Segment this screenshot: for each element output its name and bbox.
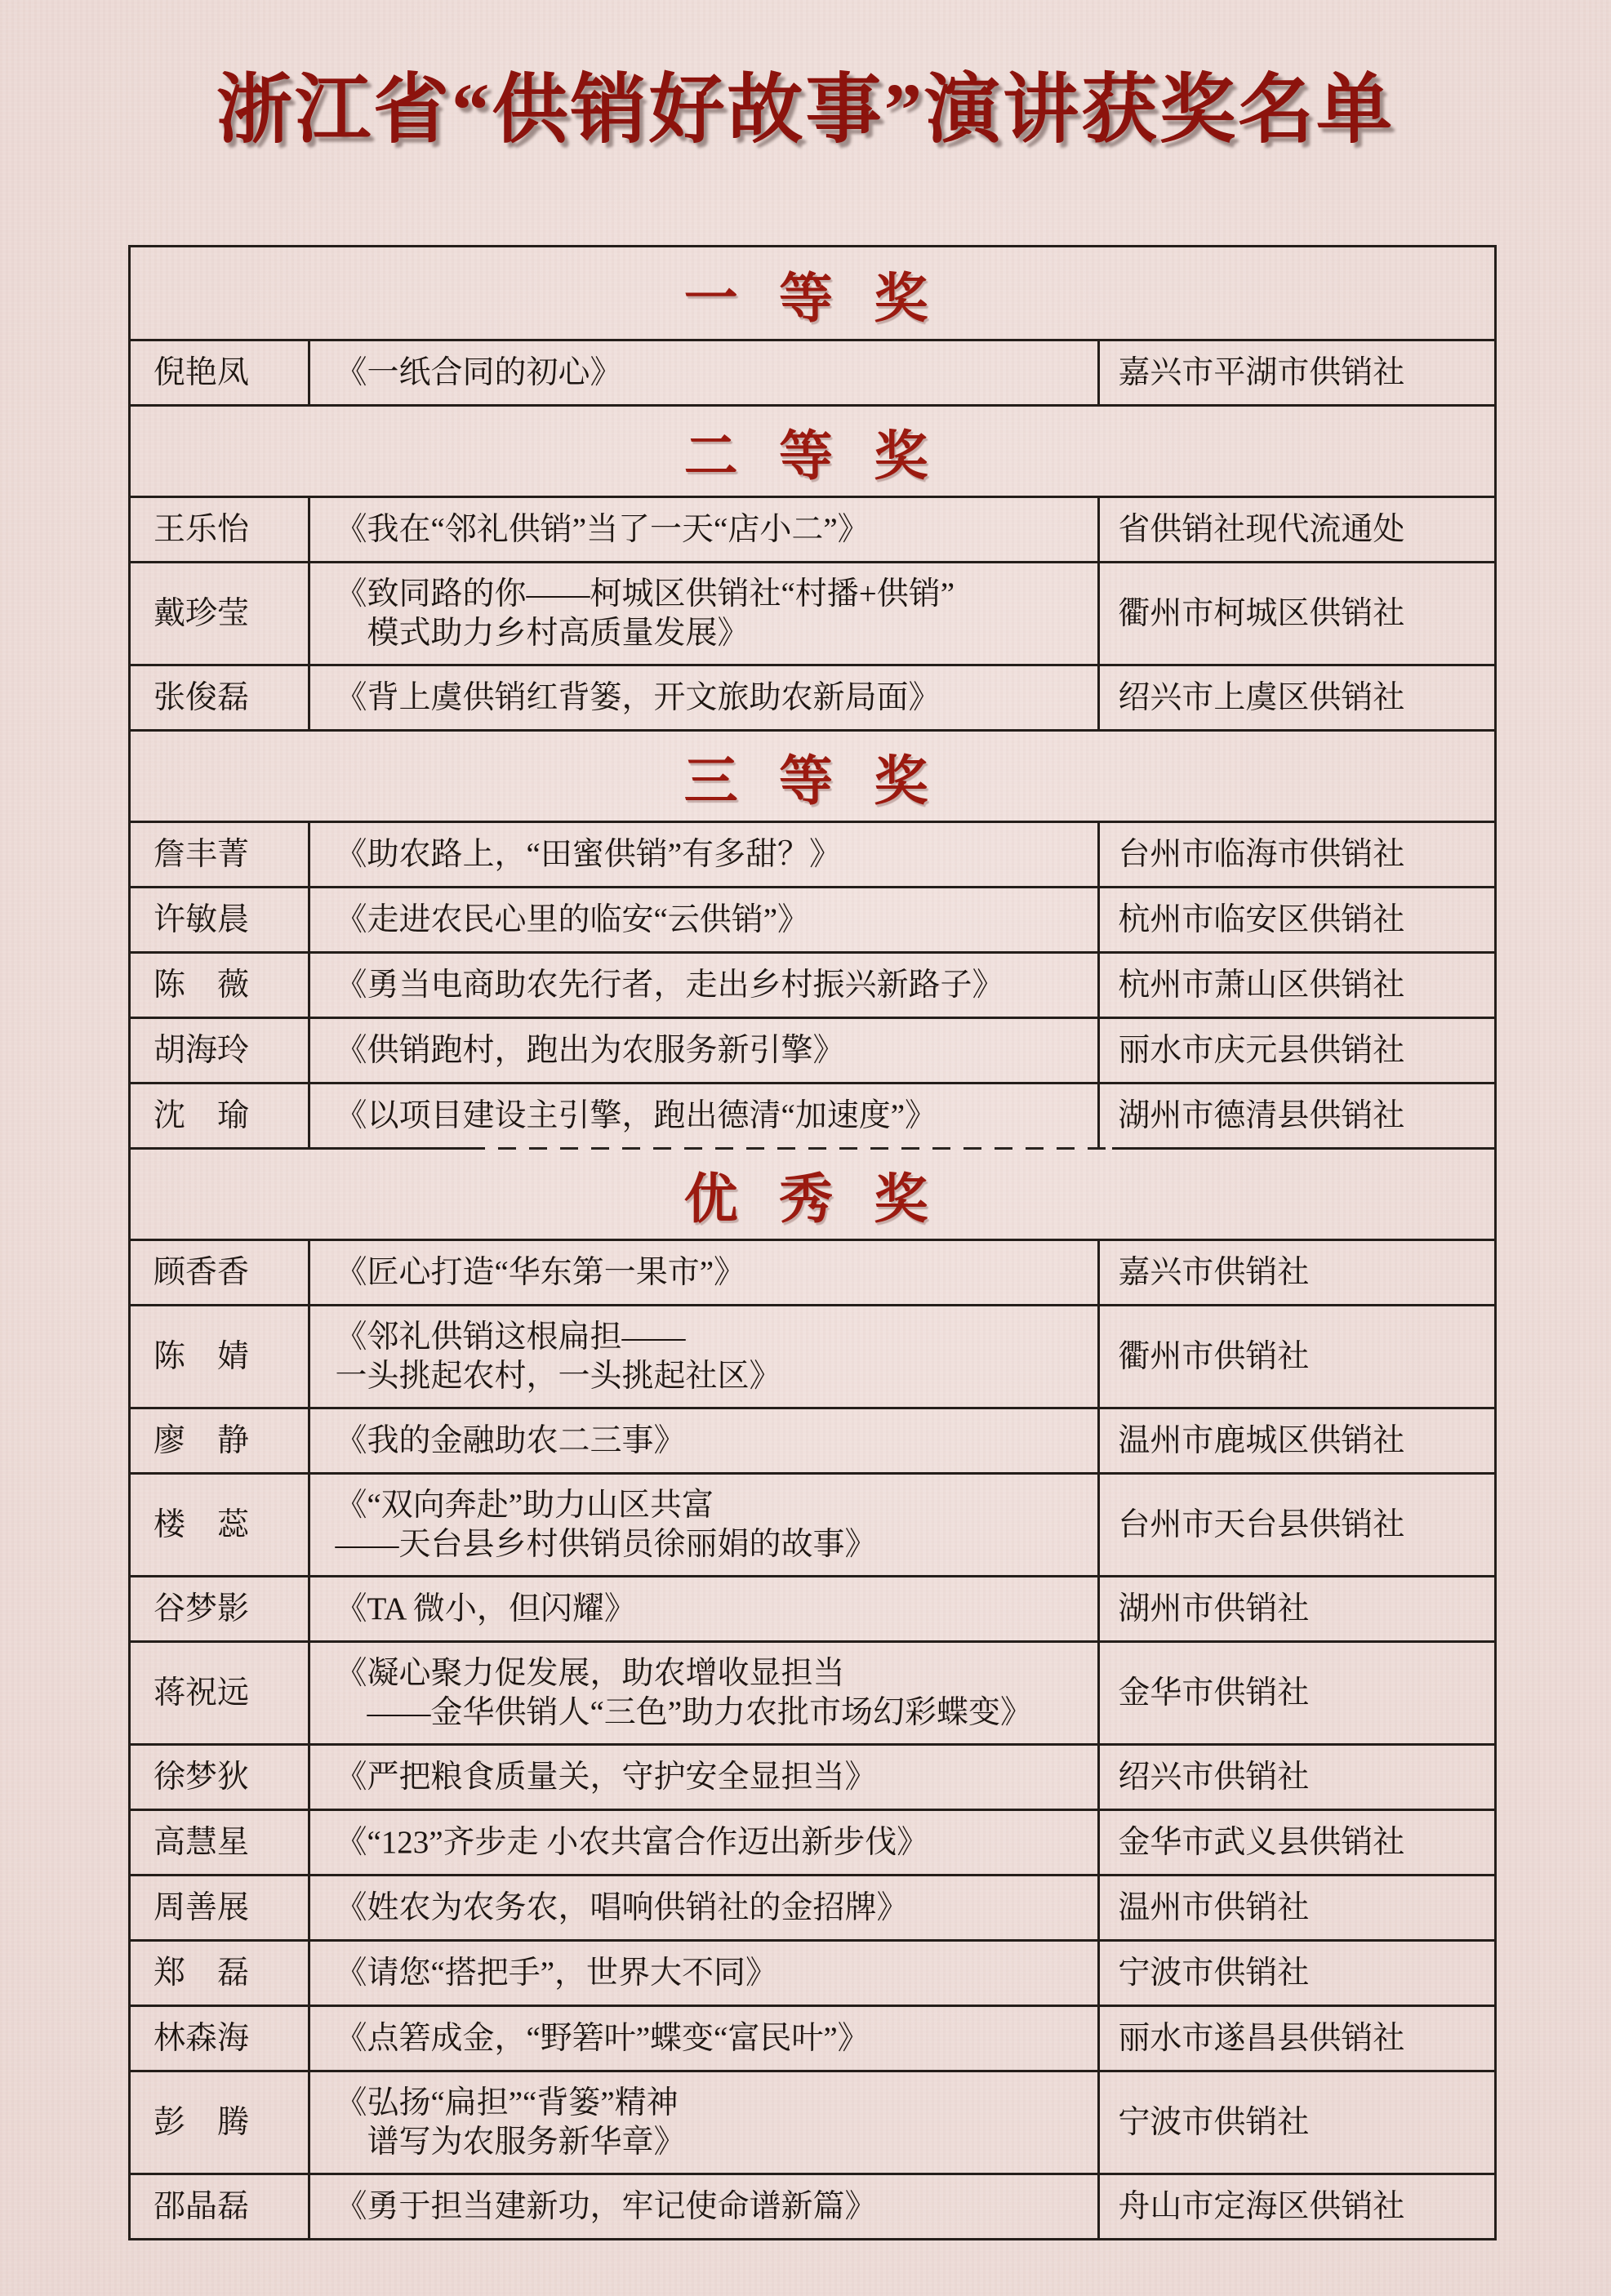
speech-title-line: 《勇于担当建新功，牢记使命谱新篇》 xyxy=(335,2188,877,2224)
table-row xyxy=(131,1017,1494,1082)
speech-title-line: 《邻礼供销这根扁担—— xyxy=(335,1319,686,1355)
table-row xyxy=(131,1874,1494,1939)
speech-title-cell xyxy=(310,666,1100,729)
awardee-name-cell: 彭 腾 xyxy=(131,2072,310,2173)
speech-title-line: 《姓农为农务农，唱响供销社的金招牌》 xyxy=(335,1889,909,1925)
organization-cell: 金华市武义县供销社 xyxy=(1118,1824,1405,1860)
speech-title-line: 《以项目建设主引擎，跑出德清“加速度”》 xyxy=(335,1097,937,1133)
speech-title-line: 《一纸合同的初心》 xyxy=(335,354,622,390)
organization-cell: 湖州市德清县供销社 xyxy=(1118,1097,1405,1133)
organization-cell: 嘉兴市平湖市供销社 xyxy=(1118,354,1405,390)
speech-title-cell xyxy=(310,1746,1100,1809)
organization-cell: 绍兴市上虞区供销社 xyxy=(1118,679,1405,715)
speech-title-line: 《致同路的你——柯城区供销社“村播+供销” xyxy=(335,576,955,612)
awardee-name-cell: 楼 蕊 xyxy=(131,1475,310,1575)
speech-title-line: 一头挑起农村，一头挑起社区》 xyxy=(335,1358,781,1394)
speech-title-line: 《弘扬“扁担”“背篓”精神 xyxy=(335,2085,679,2120)
speech-title-cell xyxy=(310,888,1100,951)
speech-title-line: 《凝心聚力促发展，助农增收显担当 xyxy=(335,1655,845,1691)
awardee-name-cell: 邵晶磊 xyxy=(131,2175,310,2238)
table-row xyxy=(131,1082,1494,1147)
section-header-row xyxy=(131,729,1494,821)
speech-title-cell xyxy=(310,2007,1100,2070)
awardee-name-cell: 胡海玲 xyxy=(131,1019,310,1082)
speech-title-cell xyxy=(310,1241,1100,1304)
table-row xyxy=(131,1939,1494,2005)
organization-cell: 宁波市供销社 xyxy=(1118,2104,1310,2140)
table-row xyxy=(131,1575,1494,1640)
table-row xyxy=(131,1239,1494,1304)
table-row xyxy=(131,1304,1494,1407)
table-row xyxy=(131,339,1494,404)
speech-title-cell xyxy=(310,2072,1100,2173)
table-row xyxy=(131,1407,1494,1472)
section-header-label: 一 等 奖 xyxy=(683,267,941,328)
awardee-name-cell: 高慧星 xyxy=(131,1811,310,1874)
awardee-name-cell: 徐梦狄 xyxy=(131,1746,310,1809)
speech-title-line: 《“双向奔赴”助力山区共富 xyxy=(335,1487,714,1523)
section-header-row xyxy=(131,247,1494,339)
speech-title-cell xyxy=(310,954,1100,1017)
speech-title-cell xyxy=(310,1811,1100,1874)
awardee-name-cell: 詹丰菁 xyxy=(131,823,310,886)
speech-title-cell xyxy=(310,1942,1100,2005)
section-header-label: 优 秀 奖 xyxy=(683,1168,941,1229)
organization-cell: 金华市供销社 xyxy=(1118,1675,1310,1711)
table-row xyxy=(131,561,1494,664)
awardee-name-cell: 王乐怡 xyxy=(131,498,310,561)
speech-title-cell xyxy=(310,1409,1100,1472)
table-row xyxy=(131,496,1494,561)
awardee-name-cell: 陈 婧 xyxy=(131,1306,310,1407)
awardee-name-cell: 谷梦影 xyxy=(131,1577,310,1640)
organization-cell: 丽水市庆元县供销社 xyxy=(1118,1032,1405,1068)
speech-title-line: 模式助力乡村高质量发展》 xyxy=(335,615,750,651)
awardee-name-cell: 蒋祝远 xyxy=(131,1643,310,1743)
organization-cell: 台州市临海市供销社 xyxy=(1118,836,1405,872)
table-row xyxy=(131,2070,1494,2173)
section-header-row xyxy=(131,1147,1494,1239)
organization-cell: 丽水市遂昌县供销社 xyxy=(1118,2020,1405,2056)
speech-title-line: 《点箬成金，“野箬叶”蝶变“富民叶”》 xyxy=(335,2020,870,2056)
speech-title-cell xyxy=(310,2175,1100,2238)
table-row xyxy=(131,821,1494,886)
section-header-label: 二 等 奖 xyxy=(683,425,941,486)
speech-title-cell xyxy=(310,1306,1100,1407)
organization-cell: 温州市供销社 xyxy=(1118,1889,1310,1925)
speech-title-line: 《供销跑村，跑出为农服务新引擎》 xyxy=(335,1032,845,1068)
organization-cell: 台州市天台县供销社 xyxy=(1118,1506,1405,1542)
speech-title-line: 《TA 微小，但闪耀》 xyxy=(335,1591,636,1626)
speech-title-cell xyxy=(310,1019,1100,1082)
speech-title-line: ——天台县乡村供销员徐丽娟的故事》 xyxy=(335,1526,877,1562)
awardee-name-cell: 沈 瑜 xyxy=(131,1084,310,1147)
organization-cell: 温州市鹿城区供销社 xyxy=(1118,1422,1405,1458)
awardee-name-cell: 林森海 xyxy=(131,2007,310,2070)
speech-title-line: 《请您“搭把手”，世界大不同》 xyxy=(335,1955,778,1991)
speech-title-line: 《背上虞供销红背篓，开文旅助农新局面》 xyxy=(335,679,941,715)
organization-cell: 杭州市临安区供销社 xyxy=(1118,901,1405,937)
speech-title-cell xyxy=(310,341,1100,404)
organization-cell: 舟山市定海区供销社 xyxy=(1118,2188,1405,2224)
speech-title-cell xyxy=(310,1475,1100,1575)
awardee-name-cell: 廖 静 xyxy=(131,1409,310,1472)
speech-title-line: 《助农路上，“田蜜供销”有多甜？》 xyxy=(335,836,842,872)
table-row xyxy=(131,2173,1494,2238)
awardee-name-cell: 顾香香 xyxy=(131,1241,310,1304)
organization-cell: 绍兴市供销社 xyxy=(1118,1759,1310,1795)
organization-cell: 杭州市萧山区供销社 xyxy=(1118,967,1405,1003)
organization-cell: 衢州市供销社 xyxy=(1118,1338,1310,1374)
speech-title-line: 《“123”齐步走 小农共富合作迈出新步伐》 xyxy=(335,1824,929,1860)
section-header-label: 三 等 奖 xyxy=(683,750,941,811)
awardee-name-cell: 戴珍莹 xyxy=(131,563,310,664)
speech-title-line: 《我的金融助农二三事》 xyxy=(335,1422,686,1458)
speech-title-line: 《走进农民心里的临安“云供销”》 xyxy=(335,901,810,937)
section-header-row xyxy=(131,404,1494,496)
speech-title-cell xyxy=(310,1084,1100,1147)
table-row xyxy=(131,1809,1494,1874)
organization-cell: 湖州市供销社 xyxy=(1118,1591,1310,1626)
awardee-name-cell: 张俊磊 xyxy=(131,666,310,729)
organization-cell: 嘉兴市供销社 xyxy=(1118,1254,1310,1290)
table-row xyxy=(131,886,1494,951)
speech-title-cell xyxy=(310,498,1100,561)
speech-title-line: 《勇当电商助农先行者，走出乡村振兴新路子》 xyxy=(335,967,1004,1003)
speech-title-line: 《严把粮食质量关，守护安全显担当》 xyxy=(335,1759,877,1795)
award-table xyxy=(128,245,1497,2240)
awardee-name-cell: 郑 磊 xyxy=(131,1942,310,2005)
table-row xyxy=(131,664,1494,729)
awardee-name-cell: 许敏晨 xyxy=(131,888,310,951)
speech-title-line: ——金华供销人“三色”助力农批市场幻彩蝶变》 xyxy=(335,1694,1033,1730)
speech-title-cell xyxy=(310,823,1100,886)
speech-title-line: 《匠心打造“华东第一果市”》 xyxy=(335,1254,746,1290)
table-row xyxy=(131,1743,1494,1809)
speech-title-cell xyxy=(310,1577,1100,1640)
speech-title-cell xyxy=(310,563,1100,664)
table-row xyxy=(131,1640,1494,1743)
speech-title-cell xyxy=(310,1876,1100,1939)
organization-cell: 衢州市柯城区供销社 xyxy=(1118,595,1405,631)
table-row xyxy=(131,2005,1494,2070)
speech-title-cell xyxy=(310,1643,1100,1743)
table-row xyxy=(131,951,1494,1017)
speech-title-line: 《我在“邻礼供销”当了一天“店小二”》 xyxy=(335,511,870,547)
organization-cell: 省供销社现代流通处 xyxy=(1118,511,1405,547)
awardee-name-cell: 陈 薇 xyxy=(131,954,310,1017)
table-row xyxy=(131,1472,1494,1575)
speech-title-line: 谱写为农服务新华章》 xyxy=(335,2124,686,2160)
organization-cell: 宁波市供销社 xyxy=(1118,1955,1310,1991)
page-title: 浙江省“供销好故事”演讲获奖名单 xyxy=(216,69,1395,153)
awardee-name-cell: 周善展 xyxy=(131,1876,310,1939)
awardee-name-cell: 倪艳凤 xyxy=(131,341,310,404)
